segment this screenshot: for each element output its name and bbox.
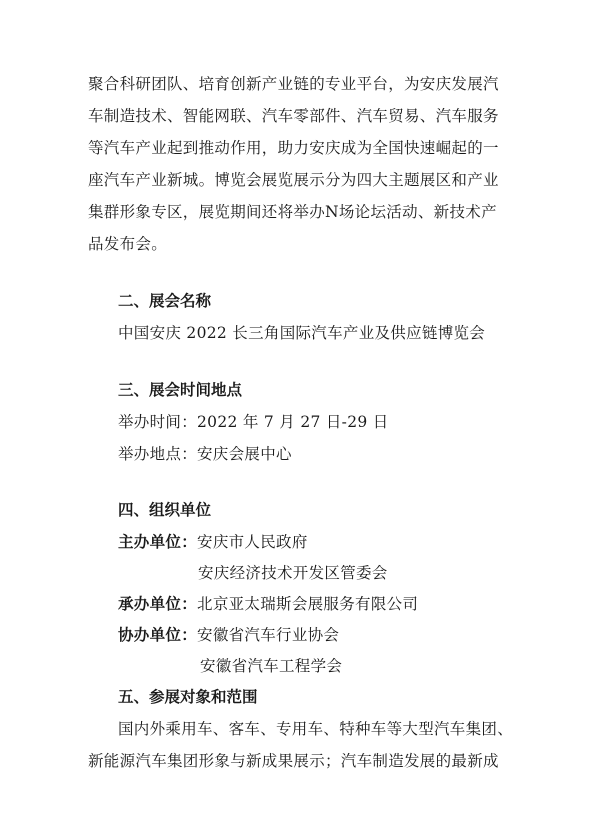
intro-line: 品发布会。 xyxy=(88,235,168,253)
host-label: 主办单位： xyxy=(118,533,198,551)
host-row xyxy=(118,532,538,552)
co-organizer-value: 安徽省汽车行业协会 xyxy=(197,626,340,644)
intro-line: 车制造技术、智能网联、汽车零部件、汽车贸易、汽车服务 xyxy=(88,107,499,125)
scope-line: 国内外乘用车、客车、专用车、特种车等大型汽车集团、 xyxy=(118,720,514,738)
scope-line: 新能源汽车集团形象与新成果展示；汽车制造发展的最新成 xyxy=(88,752,499,770)
co-organizer-value-2: 安徽省汽车工程学会 xyxy=(200,657,343,675)
intro-line: 等汽车产业起到推动作用，助力安庆成为全国快速崛起的一 xyxy=(88,139,499,157)
intro-line: 座汽车产业新城。博览会展览展示分为四大主题展区和产业 xyxy=(88,171,499,189)
section-heading-organizers: 四、组织单位 xyxy=(118,501,212,519)
organizer-label: 承办单位： xyxy=(118,595,198,613)
exhibition-name: 中国安庆 2022 长三角国际汽车产业及供应链博览会 xyxy=(118,324,486,342)
exhibition-place: 举办地点：安庆会展中心 xyxy=(118,445,292,463)
organizer-value: 北京亚太瑞斯会展服务有限公司 xyxy=(197,595,419,613)
section-heading-time-place: 三、展会时间地点 xyxy=(118,381,243,399)
co-organizer-label: 协办单位： xyxy=(118,626,198,644)
intro-line: 集群形象专区，展览期间还将举办N场论坛活动、新技术产 xyxy=(88,203,497,221)
host-value: 安庆市人民政府 xyxy=(197,533,308,551)
host-value-2: 安庆经济技术开发区管委会 xyxy=(198,564,388,582)
co-organizer-row xyxy=(118,625,538,645)
exhibition-time: 举办时间：2022 年 7 月 27 日-29 日 xyxy=(118,413,389,431)
organizer-row xyxy=(118,594,538,614)
intro-line: 聚合科研团队、培育创新产业链的专业平台，为安庆发展汽 xyxy=(88,75,499,93)
section-heading-scope: 五、参展对象和范围 xyxy=(118,688,258,706)
section-heading-exhibition-name: 二、展会名称 xyxy=(118,292,212,310)
